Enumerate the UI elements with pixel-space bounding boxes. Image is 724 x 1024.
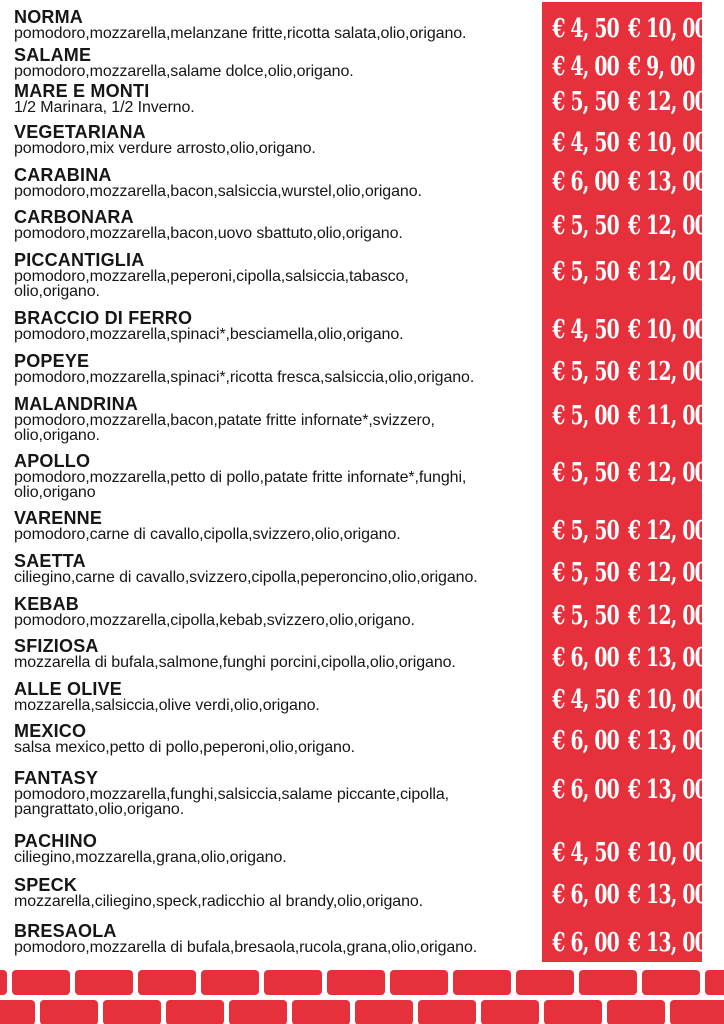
menu-item-text (14, 770, 449, 817)
brick (75, 970, 133, 995)
pizza-ingredients-line: pomodoro,mozzarella di bufala,bresaola,rucola,grana,olio,origano. (14, 939, 478, 956)
pizza-ingredients (14, 64, 354, 79)
pizza-name: ALLE OLIVE (14, 679, 123, 699)
pizza-ingredients (14, 894, 423, 909)
price-large: € 12, 00 (628, 516, 707, 546)
menu-item-text (14, 167, 422, 199)
menu-item-text (14, 453, 466, 500)
brick (327, 970, 385, 995)
price-large: € 10, 00 (628, 685, 707, 715)
menu-item-text (14, 877, 423, 909)
pizza-name: MALANDRINA (14, 394, 138, 414)
price-large: € 11, 00 (628, 401, 707, 431)
price-small: € 6, 00 (552, 928, 619, 958)
pizza-ingredients-line: pomodoro,mozzarella,petto di pollo,patate fritte infornate*,funghi, (14, 469, 467, 486)
price-small: € 5, 50 (552, 211, 619, 241)
menu-item-text (14, 681, 320, 713)
menu-item-text (14, 353, 474, 385)
pizza-ingredients-line: pomodoro,mozzarella,spinaci*,besciamella,olio,origano. (14, 326, 404, 343)
brick (12, 970, 70, 995)
price-small: € 4, 50 (552, 838, 619, 868)
brick (103, 1000, 161, 1024)
menu-item-text (14, 723, 355, 755)
pizza-ingredients-line: pomodoro,mozzarella,peperoni,cipolla,salsiccia,tabasco, (14, 268, 409, 285)
pizza-name: MEXICO (14, 721, 87, 741)
price-small: € 4, 00 (552, 52, 619, 82)
pizza-ingredients (14, 470, 466, 500)
pizza-ingredients (14, 570, 478, 585)
menu-item-text (14, 833, 287, 865)
pizza-name: VEGETARIANA (14, 122, 146, 142)
price-small: € 5, 50 (552, 87, 619, 117)
price-large: € 10, 00 (628, 838, 707, 868)
pizza-name: BRESAOLA (14, 921, 117, 941)
pizza-ingredients-line: olio,origano (14, 484, 96, 501)
price-large: € 12, 00 (628, 257, 707, 287)
price-small: € 4, 50 (552, 315, 619, 345)
price-small: € 4, 50 (552, 14, 619, 44)
pizza-ingredients-line: salsa mexico,petto di pollo,peperoni,olio,origano. (14, 739, 355, 756)
price-small: € 6, 00 (552, 880, 619, 910)
price-large: € 12, 00 (628, 601, 707, 631)
pizza-ingredients-line: ciliegino,carne di cavallo,svizzero,cipolla,peperoncino,olio,origano. (14, 569, 478, 586)
price-large: € 10, 00 (628, 315, 707, 345)
price-large: € 13, 00 (628, 167, 707, 197)
pizza-name: POPEYE (14, 351, 90, 371)
brick (705, 970, 724, 995)
brick (453, 970, 511, 995)
brick (201, 970, 259, 995)
price-small: € 5, 50 (552, 458, 619, 488)
menu-item-text (14, 209, 403, 241)
pizza-ingredients (14, 940, 477, 955)
price-small: € 4, 50 (552, 685, 619, 715)
price-small: € 5, 50 (552, 516, 619, 546)
price-small: € 5, 50 (552, 601, 619, 631)
pizza-ingredients (14, 413, 435, 443)
brick (0, 1000, 35, 1024)
pizza-ingredients-line: pomodoro,mix verdure arrosto,olio,origano. (14, 140, 316, 157)
price-large: € 12, 00 (628, 211, 707, 241)
pizza-ingredients-line: pomodoro,carne di cavallo,cipolla,svizzero,olio,origano. (14, 526, 401, 543)
pizza-ingredients-line: olio,origano. (14, 283, 100, 300)
pizza-name: SFIZIOSA (14, 636, 99, 656)
menu-item-text (14, 310, 403, 342)
menu-item-text (14, 923, 477, 955)
brick (40, 1000, 98, 1024)
pizza-ingredients-line: pomodoro,mozzarella,bacon,patate fritte infornate*,svizzero, (14, 412, 435, 429)
pizza-ingredients-line: pomodoro,mozzarella,cipolla,kebab,svizzero,olio,origano. (14, 612, 415, 629)
pizza-ingredients-line: ciliegino,mozzarella,grana,olio,origano. (14, 849, 287, 866)
pizza-ingredients-line: mozzarella,ciliegino,speck,radicchio al brandy,olio,origano. (14, 893, 424, 910)
brick (516, 970, 574, 995)
pizza-ingredients-line: pangrattato,olio,origano. (14, 801, 185, 818)
pizza-name: SAETTA (14, 551, 86, 571)
pizza-ingredients (14, 141, 316, 156)
pizza-ingredients (14, 787, 449, 817)
price-large: € 12, 00 (628, 357, 707, 387)
pizza-ingredients (14, 527, 401, 542)
brick (642, 970, 700, 995)
brick (138, 970, 196, 995)
pizza-ingredients (14, 613, 415, 628)
price-small: € 6, 00 (552, 775, 619, 805)
pizza-ingredients-line: mozzarella,salsiccia,olive verdi,olio,origano. (14, 697, 320, 714)
brick (418, 1000, 476, 1024)
brick (292, 1000, 350, 1024)
pizza-name: FANTASY (14, 768, 99, 788)
menu-item-text (14, 83, 195, 115)
brick (544, 1000, 602, 1024)
pizza-ingredients-line: pomodoro,mozzarella,melanzane fritte,ricotta salata,olio,origano. (14, 25, 467, 42)
pizza-name: CARABINA (14, 165, 112, 185)
price-small: € 6, 00 (552, 643, 619, 673)
brick (355, 1000, 413, 1024)
price-large: € 13, 00 (628, 726, 707, 756)
brick (670, 1000, 724, 1024)
pizza-name: SPECK (14, 875, 78, 895)
pizza-ingredients (14, 26, 466, 41)
brick (0, 970, 7, 995)
price-small: € 6, 00 (552, 167, 619, 197)
brick-wall (0, 963, 724, 1024)
pizza-ingredients-line: pomodoro,mozzarella,bacon,uovo sbattuto,olio,origano. (14, 225, 403, 242)
brick (579, 970, 637, 995)
price-large: € 13, 00 (628, 928, 707, 958)
menu-item-text (14, 396, 435, 443)
pizza-ingredients (14, 226, 403, 241)
pizza-name: MARE E MONTI (14, 81, 150, 101)
pizza-name: CARBONARA (14, 207, 134, 227)
pizza-name: KEBAB (14, 594, 80, 614)
pizza-ingredients (14, 698, 320, 713)
pizza-name: NORMA (14, 7, 83, 27)
menu-item-text (14, 252, 409, 299)
pizza-ingredients-line: mozzarella di bufala,salmone,funghi porcini,cipolla,olio,origano. (14, 654, 456, 671)
pizza-ingredients (14, 850, 287, 865)
pizza-name: PICCANTIGLIA (14, 250, 145, 270)
pizza-ingredients (14, 740, 355, 755)
pizza-ingredients-line: 1/2 Marinara, 1/2 Inverno. (14, 99, 195, 116)
menu-item-text (14, 596, 415, 628)
price-large: € 12, 00 (628, 87, 707, 117)
pizza-ingredients-line: pomodoro,mozzarella,salame dolce,olio,origano. (14, 63, 354, 80)
pizza-ingredients (14, 327, 403, 342)
price-small: € 4, 50 (552, 128, 619, 158)
pizza-name: BRACCIO DI FERRO (14, 308, 193, 328)
price-small: € 5, 50 (552, 257, 619, 287)
brick (229, 1000, 287, 1024)
menu-item-text (14, 124, 316, 156)
price-small: € 6, 00 (552, 726, 619, 756)
pizza-ingredients (14, 655, 456, 670)
pizza-ingredients-line: olio,origano. (14, 427, 100, 444)
menu-item-text (14, 47, 354, 79)
pizza-name: SALAME (14, 45, 92, 65)
pizza-name: APOLLO (14, 451, 91, 471)
pizza-ingredients-line: pomodoro,mozzarella,bacon,salsiccia,wurstel,olio,origano. (14, 183, 422, 200)
pizza-ingredients-line: pomodoro,mozzarella,spinaci*,ricotta fresca,salsiccia,olio,origano. (14, 369, 475, 386)
menu-item-text (14, 553, 478, 585)
brick (390, 970, 448, 995)
price-small: € 5, 00 (552, 401, 619, 431)
pizza-name: VARENNE (14, 508, 103, 528)
brick (264, 970, 322, 995)
price-large: € 10, 00 (628, 128, 707, 158)
price-large: € 13, 00 (628, 775, 707, 805)
pizza-name: PACHINO (14, 831, 98, 851)
menu-item-text (14, 9, 466, 41)
pizza-ingredients-line: pomodoro,mozzarella,funghi,salsiccia,salame piccante,cipolla, (14, 786, 450, 803)
price-large: € 9, 00 (628, 52, 695, 82)
pizza-ingredients (14, 100, 195, 115)
brick (166, 1000, 224, 1024)
price-small: € 5, 50 (552, 558, 619, 588)
price-large: € 10, 00 (628, 14, 707, 44)
price-small: € 5, 50 (552, 357, 619, 387)
price-large: € 13, 00 (628, 643, 707, 673)
brick (481, 1000, 539, 1024)
menu-item-text (14, 510, 401, 542)
pizza-ingredients (14, 269, 409, 299)
brick (607, 1000, 665, 1024)
menu-item-text (14, 638, 456, 670)
price-large: € 12, 00 (628, 458, 707, 488)
pizza-ingredients (14, 370, 474, 385)
pizza-ingredients (14, 184, 422, 199)
price-large: € 13, 00 (628, 880, 707, 910)
price-large: € 12, 00 (628, 558, 707, 588)
